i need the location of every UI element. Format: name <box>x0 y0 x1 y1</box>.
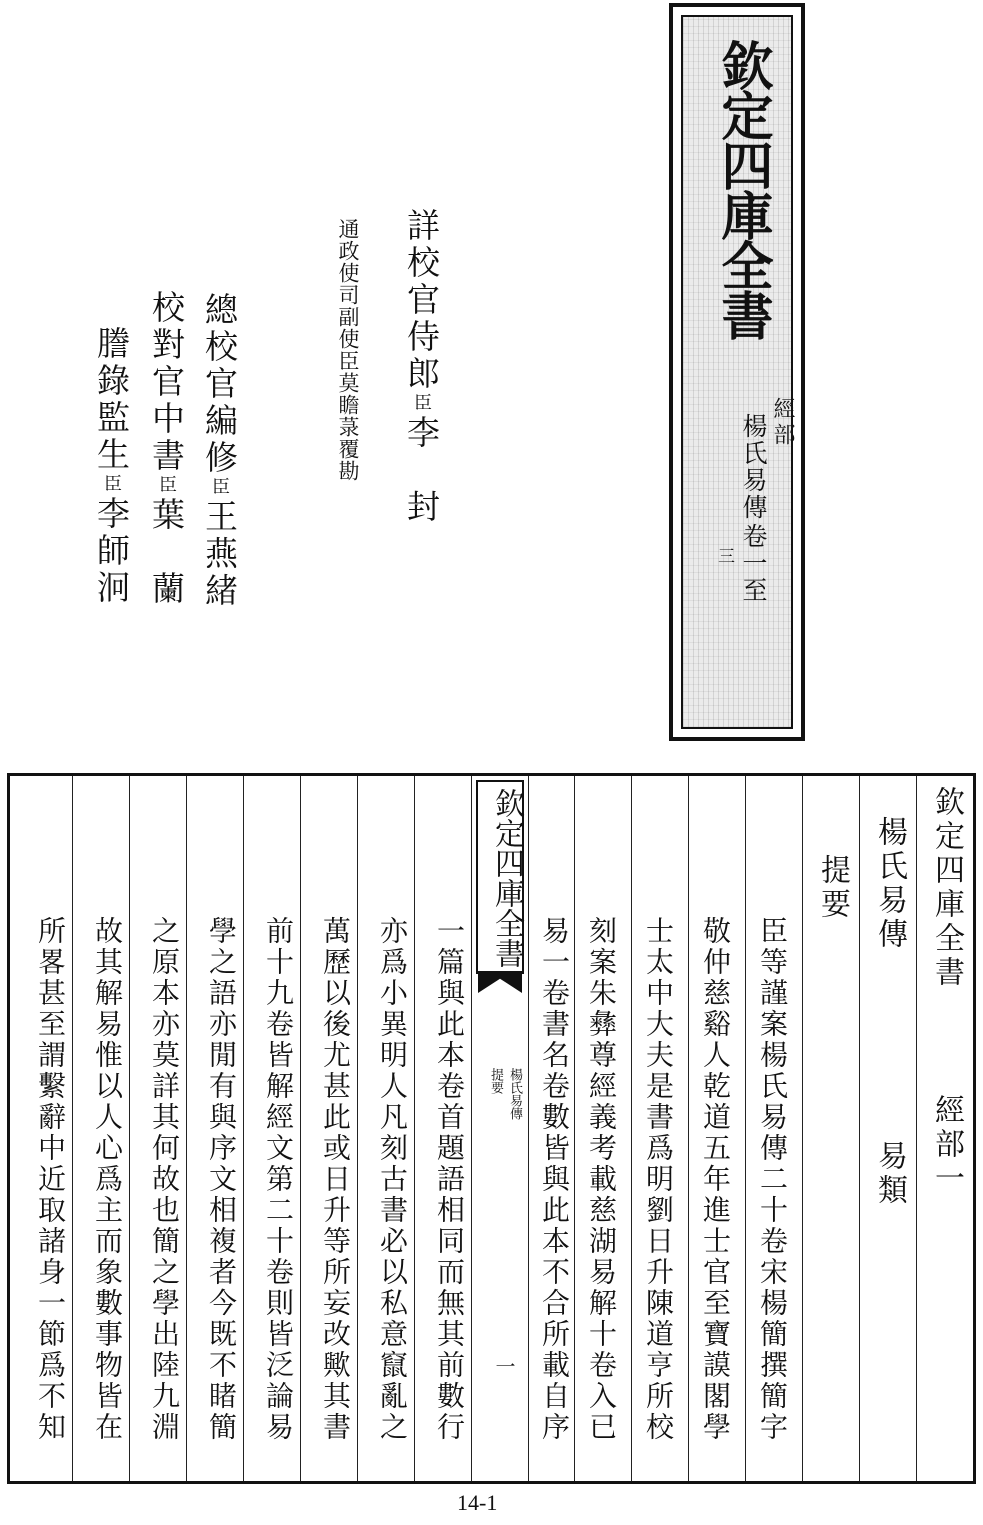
text-column: 前十九卷皆解經文第二十卷則皆泛論易 <box>262 916 295 1443</box>
band-title: 欽定四庫全書 <box>489 788 524 968</box>
band-page-number: 一 <box>492 1356 516 1376</box>
column-rule <box>129 776 130 1481</box>
band-tiyao: 提要 <box>488 1068 503 1094</box>
column-rule <box>574 776 575 1481</box>
slip-category: 經部 <box>770 397 795 449</box>
official-title: 詳校官侍郎 <box>402 208 441 393</box>
slip-volume-end: 三 <box>714 547 734 564</box>
official-role: 臣 <box>101 474 122 496</box>
official-role: 臣 <box>411 393 432 415</box>
official-title: 謄錄監生 <box>92 326 131 474</box>
text-column: 學之語亦閒有與序文相複者今既不睹簡 <box>205 916 238 1443</box>
page-header-title: 欽定四庫全書 <box>929 786 964 990</box>
column-rule <box>471 776 472 1481</box>
text-column: 故其解易惟以人心爲主而象數事物皆在 <box>91 916 124 1443</box>
column-rule <box>802 776 803 1481</box>
official-name: 李師泂 <box>92 496 131 607</box>
column-rule <box>243 776 244 1481</box>
text-column: 臣等謹案楊氏易傳二十卷宋楊簡撰簡字 <box>756 916 789 1443</box>
page-header-section: 經部一 <box>929 1094 964 1196</box>
official-col-3 <box>196 292 243 610</box>
band-book-name: 楊氏易傳 <box>507 1068 522 1120</box>
official-col-2: 通政使司副使臣莫瞻菉覆勘 <box>336 218 360 482</box>
column-rule <box>357 776 358 1481</box>
page-number: 14-1 <box>457 1490 498 1515</box>
fishtail-mark <box>478 971 522 993</box>
category: 易類 <box>872 1140 907 1208</box>
official-col-1 <box>398 208 445 526</box>
column-rule <box>300 776 301 1481</box>
official-name: 葉 蘭 <box>147 497 186 608</box>
official-col-5 <box>88 326 135 607</box>
text-column: 士太中大夫是書爲明劉日升陳道亨所校 <box>642 916 675 1443</box>
text-column: 亦爲小異明人凡刻古書必以私意竄亂之 <box>376 916 409 1443</box>
column-rule <box>72 776 73 1481</box>
slip-volume: 卷一至 <box>739 523 768 604</box>
official-col-4 <box>143 290 190 608</box>
slip-book-title: 楊氏易傳 <box>739 413 768 521</box>
official-role: 臣 <box>209 477 230 499</box>
slip-title: 欽定四庫全書 <box>712 39 773 339</box>
text-page-frame <box>7 773 976 1484</box>
book-name: 楊氏易傳 <box>872 816 907 952</box>
text-column: 一篇與此本卷首題語相同而無其前數行 <box>433 916 466 1443</box>
center-band-box <box>476 780 524 974</box>
text-column: 敬仲慈谿人乾道五年進士官至寶謨閣學 <box>699 916 732 1443</box>
column-rule <box>688 776 689 1481</box>
text-column: 所畧甚至謂繫辭中近取諸身一節爲不知 <box>34 916 67 1443</box>
official-role: 臣 <box>156 475 177 497</box>
title-slip <box>669 3 805 741</box>
text-column: 萬歷以後尤甚此或日升等所妄改歟其書 <box>319 916 352 1443</box>
official-title: 總校官編修 <box>200 292 239 477</box>
column-rule <box>186 776 187 1481</box>
column-rule <box>414 776 415 1481</box>
column-rule <box>528 776 529 1481</box>
official-name: 王燕緒 <box>200 499 239 610</box>
official-title: 校對官中書 <box>147 290 186 475</box>
official-name: 李 封 <box>402 415 441 526</box>
text-column: 易一卷書名卷數皆與此本不合所載自序 <box>538 916 571 1443</box>
column-rule <box>631 776 632 1481</box>
text-column: 之原本亦莫詳其何故也簡之學出陸九淵 <box>148 916 181 1443</box>
column-rule <box>916 776 917 1481</box>
column-rule <box>745 776 746 1481</box>
title-slip-inner <box>681 15 793 729</box>
text-column: 刻案朱彝尊經義考載慈湖易解十卷入已 <box>585 916 618 1443</box>
tiyao-heading: 提要 <box>815 854 850 922</box>
column-rule <box>859 776 860 1481</box>
